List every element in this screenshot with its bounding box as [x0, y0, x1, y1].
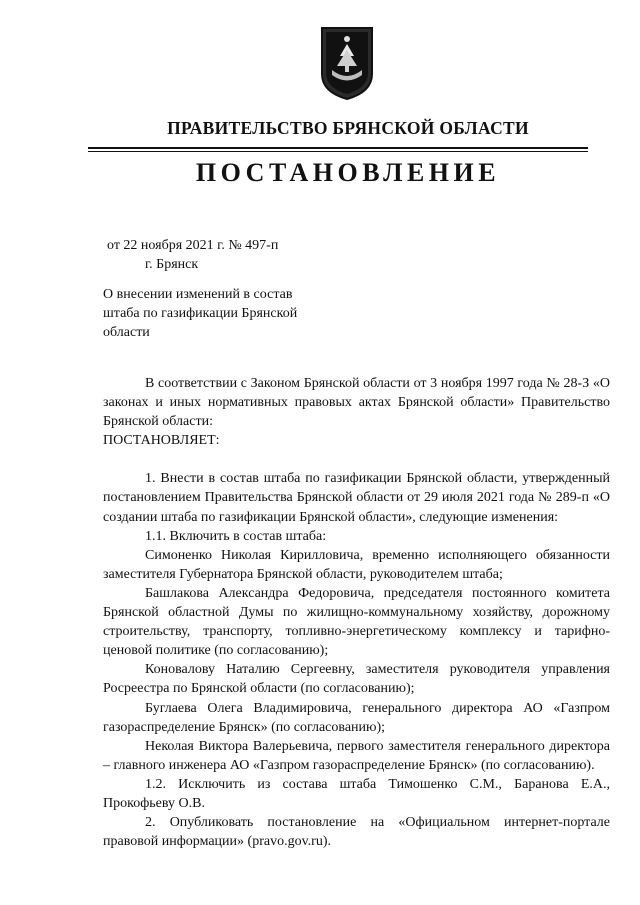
document-meta	[107, 236, 278, 274]
member-buglaev: Буглаева Олега Владимировича, генерального директора АО «Газпром газораспределение Брянск» (по согласованию);	[103, 700, 610, 735]
date-number-line: от 22 ноября 2021 г. № 497-п	[107, 238, 279, 253]
preamble-paragraph: В соответствии с Законом Брянской области от 3 ноября 1997 года № 28-З «О законах и иных нормативных правовых актах Брянской области» Правительство Брянской области:	[103, 376, 610, 430]
member-nekolay: Неколая Виктора Валерьевича, первого заместителя генерального директора – главного инженера АО «Газпром газораспределение Брянск» (по согласованию).	[103, 738, 610, 773]
header-rule-thick	[88, 147, 588, 149]
paragraph-1: 1. Внести в состав штаба по газификации Брянской области, утвержденный постановлением Правительства Брянской области от 29 июля 2021 года № 289-п «О создании штаба по газификации Брянской области», следующие изменения:	[103, 471, 610, 525]
document-subject: О внесении изменений в состав штаба по газификации Брянской области	[103, 287, 298, 340]
government-title: ПРАВИТЕЛЬСТВО БРЯНСКОЙ ОБЛАСТИ	[167, 118, 529, 138]
member-konovalova: Коновалову Наталию Сергеевну, заместителя руководителя управления Росреестра по Брянской области (по согласованию);	[103, 662, 610, 697]
coat-of-arms-emblem	[318, 22, 376, 102]
resolves-heading: ПОСТАНОВЛЯЕТ:	[103, 433, 220, 449]
paragraph-1-1: 1.1. Включить в состав штаба:	[145, 528, 327, 544]
header-rule-thin	[88, 151, 588, 152]
city-line: г. Брянск	[145, 257, 199, 272]
document-body	[103, 374, 610, 851]
paragraph-1-2: 1.2. Исключить из состава штаба Тимошенко С.М., Баранова Е.А., Прокофьеву О.В.	[103, 776, 610, 811]
paragraph-2: 2. Опубликовать постановление на «Официальном интернет-портале правовой информации» (pravo.gov.ru).	[103, 815, 610, 850]
document-type-title: ПОСТАНОВЛЕНИЕ	[195, 158, 501, 187]
member-bashlakov: Башлакова Александра Федоровича, председателя постоянного комитета Брянской областной Думы по жилищно-коммунальному хозяйству, дорожному строительству, транспорту, топливно-энергетическому комплексу и тарифно-ценовой политике (по согласованию);	[103, 585, 610, 659]
member-simonenko: Симоненко Николая Кирилловича, временно исполняющего обязанности заместителя Губернатора Брянской области, руководителем штаба;	[103, 547, 610, 582]
